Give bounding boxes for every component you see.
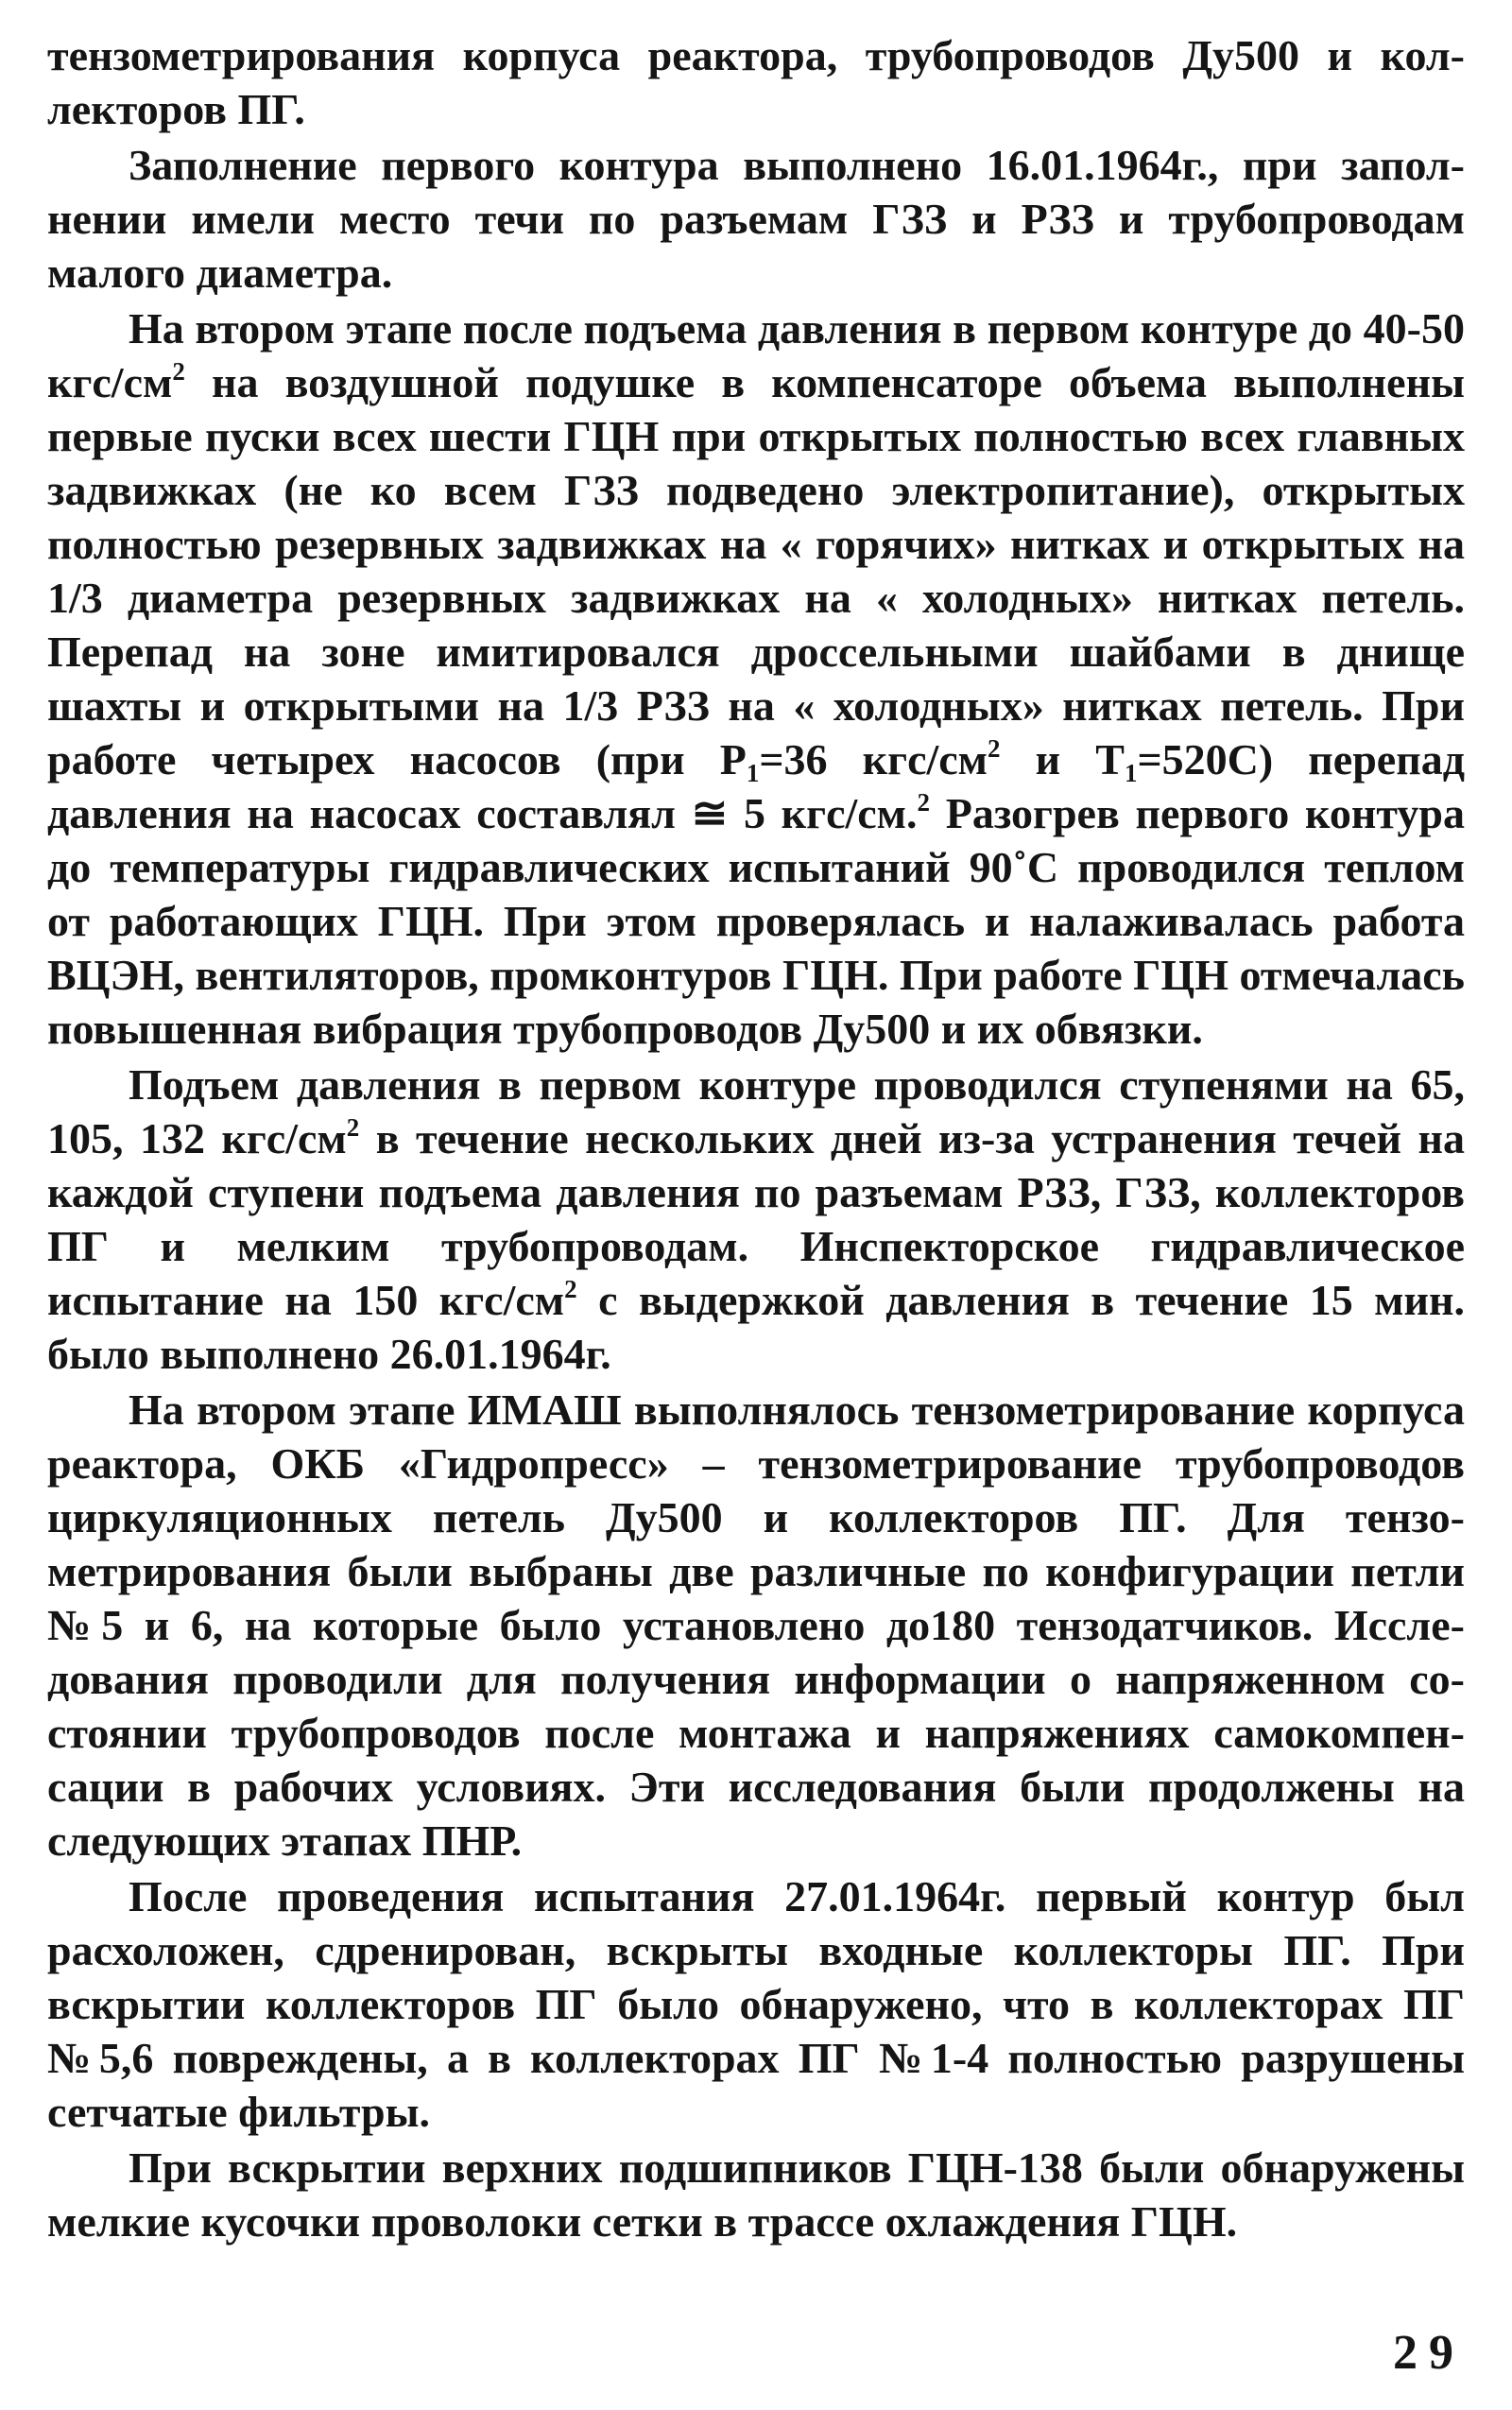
page-number: 29 xyxy=(1393,2326,1465,2380)
superscript: 2 xyxy=(172,357,185,386)
superscript: 2 xyxy=(988,734,1001,763)
paragraph-second-stage-pumps: На втором этапе после подъема давления в первом контуре до 40-50 кгс/$см^2$ на воздушной подушке в компенсаторе объема выполнены первые пуски всех шести ГЦН при открытых полностью всех главных задвижках (не ко всем ГЗЗ подведено электропитание), открытых полностью резервных задвижках на « горячих» нитках и открытых на 1/3 диаметра резервных задвижках на « холодных» нитках петель. Перепад на зоне имитировался дроссельными шайбами в днище шахты и открытыми на 1/3 РЗЗ на « холодных» нитках петель. При работе четырех насосов (при $Р_1=36$ кгс/$см^2$ и $Т_1=520С$) перепад давления на насосах составлял ≅ 5 кгс/см.$^2$ Разогрев первого контура до температуры гидравлических испытаний 90˚С проводился теплом от работающих ГЦН. При этом проверялась и налаживалась работа ВЦЭН, вентиляторов, промконтуров ГЦН. При работе ГЦН отмечалась повышенная вибрация трубопроводов Ду500 и их обвязки. xyxy=(47,304,1465,1053)
paragraph-pressure-rise: Подъем давления в первом контуре проводился ступенями на 65, 105, 132 кгс/$см^2$ в течение нескольких дней из-за устранения течей на каждой ступени подъема давления по разъемам РЗЗ, ГЗЗ, коллекторов ПГ и мелким трубопроводам. Инспекторское гидравлическое испытание на 150 кгс/$см^2$ с выдержкой давления в течение 15 мин. было выполнено 26.01.1964г. xyxy=(47,1060,1465,1378)
paragraph-continuation: тензометрирования корпуса реактора, трубопроводов Ду500 и коллекторов ПГ. xyxy=(47,31,1465,133)
paragraph-after-test: После проведения испытания 27.01.1964г. первый контур был расхоложен, сдренирован, вскрыты входные коллекторы ПГ. При вскрытии коллекторов ПГ было обнаружено, что в коллекторах ПГ №5,6 повреждены, а в коллекторах ПГ №1-4 полностью разрушены сетчатые фильтры. xyxy=(47,1872,1465,2136)
paragraph-strain-gauging: На втором этапе ИМАШ выполнялось тензометрирование корпуса реактора, ОКБ «Гидропресс» – тензометрирование трубопроводов циркуляционных петель Ду500 и коллекторов ПГ. Для тензометрирования были выбраны две различные по конфигурации петли №5 и 6, на которые было установлено до180 тензодатчиков. Исследования проводили для получения информации о напряженном состоянии трубопроводов после монтажа и напряжениях самокомпенсации в рабочих условиях. Эти исследования были продолжены на следующих этапах ПНР. xyxy=(47,1386,1465,1865)
paragraph-bearings: При вскрытии верхних подшипников ГЦН-138 были обнаружены мелкие кусочки проволоки сетки в трассе охлаждения ГЦН. xyxy=(47,2143,1465,2246)
superscript: 2 xyxy=(917,788,931,817)
document-page xyxy=(47,28,1465,2382)
subscript: 1 xyxy=(1124,759,1138,787)
subscript: 1 xyxy=(746,759,760,787)
paragraph-filling: Заполнение первого контура выполнено 16.01.1964г., при заполнении имели место течи по разъемам ГЗЗ и РЗЗ и трубопроводам малого диаметра. xyxy=(47,141,1465,297)
superscript: 2 xyxy=(564,1275,577,1303)
superscript: 2 xyxy=(346,1113,360,1142)
